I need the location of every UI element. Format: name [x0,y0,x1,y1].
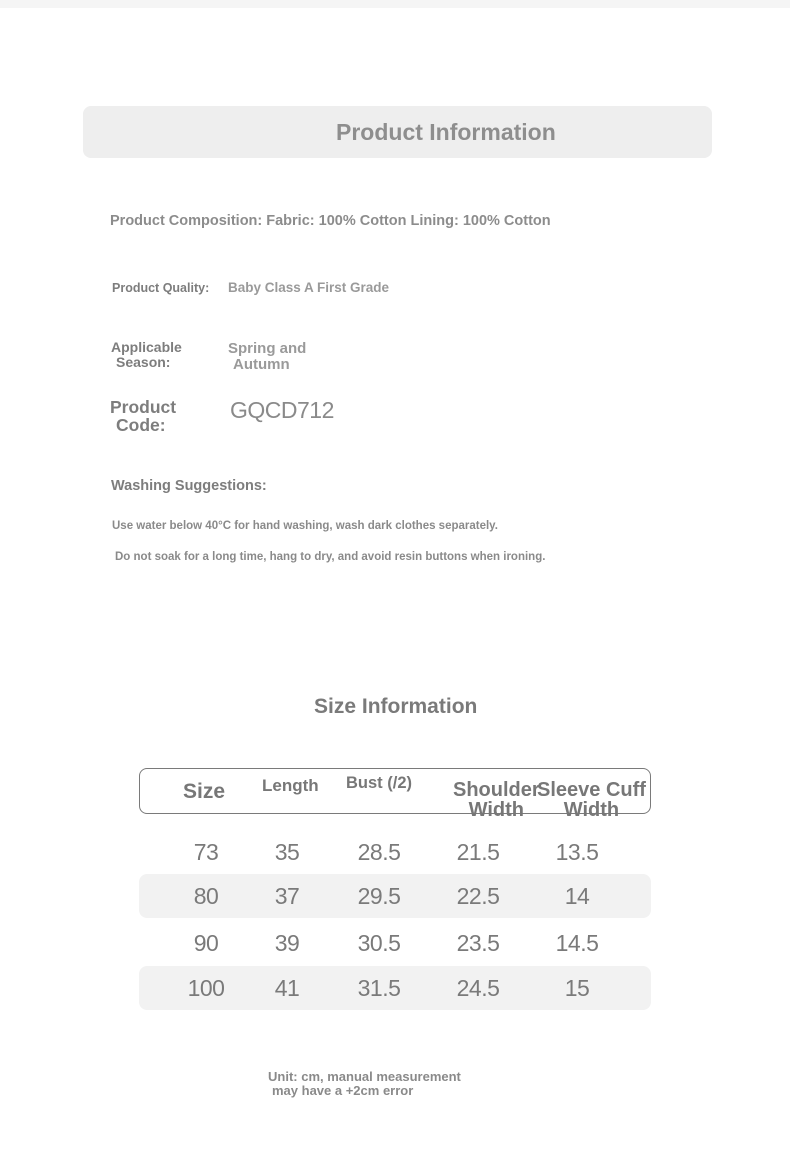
product-info-title: Product Information [336,119,556,145]
table-row [139,921,651,965]
cell-bust: 29.5 [357,883,401,909]
cell-size: 100 [187,975,225,1001]
header-sleeve-line1: Sleeve Cuff [537,779,646,801]
washing-instruction-2: Do not soak for a long time, hang to dry, and avoid resin buttons when ironing. [115,551,546,563]
applicable-season-label [111,340,182,369]
cell-bust: 31.5 [357,975,401,1001]
header-size: Size [183,780,226,803]
code-label-line2: Code: [116,414,166,435]
cell-shoulder: 23.5 [456,930,500,956]
product-composition: Product Composition: Fabric: 100% Cotton Lining: 100% Cotton [110,213,551,229]
cell-size: 90 [193,930,219,956]
unit-note-line1: Unit: cm, manual measurement [268,1069,461,1084]
product-quality-label: Product Quality: [112,281,210,295]
cell-size: 80 [193,883,219,909]
header-shoulder-line2: Width [468,799,525,821]
header-length: Length [262,776,319,795]
applicable-season-value [228,341,306,373]
cell-shoulder: 22.5 [456,883,500,909]
cell-length: 41 [274,975,300,1001]
product-code-label [110,399,176,434]
cell-length: 35 [274,839,300,865]
season-label-line2: Season: [116,353,171,370]
cell-sleeve: 14 [564,883,590,909]
product-code-value: GQCD712 [230,397,334,423]
cell-length: 37 [274,883,300,909]
code-label-line1: Product [110,397,177,417]
header-sleeve-cuff-width [537,780,646,820]
washing-instruction-1: Use water below 40°C for hand washing, wash dark clothes separately. [112,520,498,532]
cell-sleeve: 15 [564,975,590,1001]
cell-size: 73 [193,839,219,865]
season-value-line1: Spring and [228,340,307,357]
header-shoulder-width [453,780,540,820]
header-shoulder-line1: Shoulder [453,779,540,801]
unit-note [268,1070,461,1097]
washing-suggestions-title: Washing Suggestions: [111,478,267,494]
size-info-title: Size Information [314,695,478,718]
header-bust: Bust (/2) [346,774,412,792]
table-row [139,874,651,918]
season-value-line2: Autumn [233,355,290,373]
unit-note-line2: may have a +2cm error [272,1082,414,1098]
cell-sleeve: 14.5 [555,930,599,956]
cell-shoulder: 21.5 [456,839,500,865]
cell-bust: 30.5 [357,930,401,956]
cell-bust: 28.5 [357,839,401,865]
table-row [139,830,651,874]
cell-sleeve: 13.5 [555,839,599,865]
table-row [139,966,651,1010]
top-strip [0,0,790,8]
season-label-line1: Applicable [111,339,182,355]
product-quality-value: Baby Class A First Grade [228,280,390,295]
header-sleeve-line2: Width [563,799,620,821]
cell-shoulder: 24.5 [456,975,500,1001]
cell-length: 39 [274,930,300,956]
